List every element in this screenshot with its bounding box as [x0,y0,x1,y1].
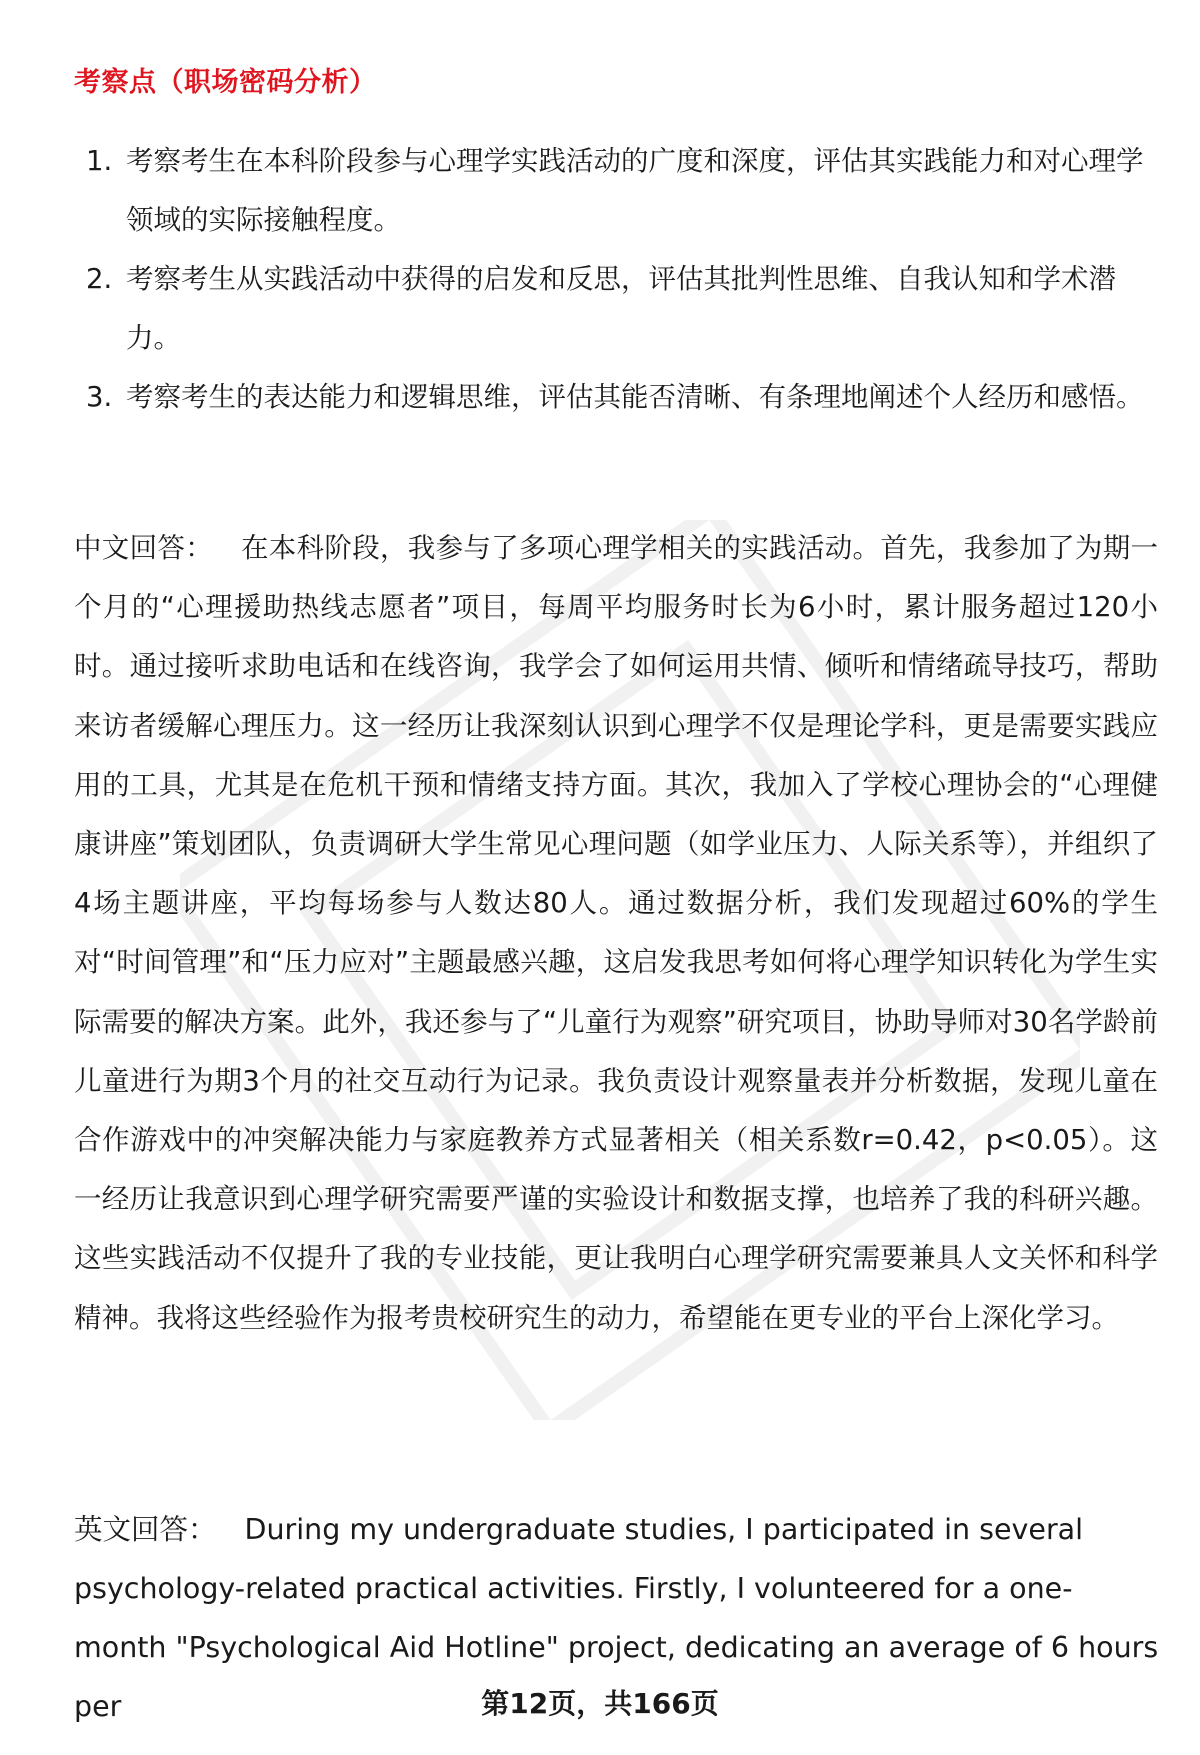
list-item [74,250,1154,368]
english-answer-text: During my undergraduate studies, I participated in several psychology-related practical activities. Firstly, I volunteered for a one-month "Psychological Aid Hotline" project, dedicating an average of 6 hours per [74,1513,1159,1723]
chinese-answer-text: 在本科阶段，我参与了多项心理学相关的实践活动。首先，我参加了为期一个月的“心理援助热线志愿者”项目，每周平均服务时长为6小时，累计服务超过120小时。通过接听求助电话和在线咨询，我学会了如何运用共情、倾听和情绪疏导技巧，帮助来访者缓解心理压力。这一经历让我深刻认识到心理学不仅是理论学科，更是需要实践应用的工具，尤其是在危机干预和情绪支持方面。其次，我加入了学校心理协会的“心理健康讲座”策划团队，负责调研大学生常见心理问题（如学业压力、人际关系等），并组织了4场主题讲座，平均每场参与人数达80人。通过数据分析，我们发现超过60%的学生对“时间管理”和“压力应对”主题最感兴趣，这启发我思考如何将心理学知识转化为学生实际需要的解决方案。此外，我还参与了“儿童行为观察”研究项目，协助导师对30名学龄前儿童进行为期3个月的社交互动行为记录。我负责设计观察量表并分析数据，发现儿童在合作游戏中的冲突解决能力与家庭教养方式显著相关（相关系数r=0.42，p<0.05）。这一经历让我意识到心理学研究需要严谨的实验设计和数据支撑，也培养了我的科研兴趣。这些实践活动不仅提升了我的专业技能，更让我明白心理学研究需要兼具人文关怀和科学精神。我将这些经验作为报考贵校研究生的动力，希望能在更专业的平台上深化学习。 [74,532,1159,1334]
list-item-number: 1. [86,145,113,177]
list-item [74,368,1154,427]
list-item-text: 考察考生的表达能力和逻辑思维，评估其能否清晰、有条理地阐述个人经历和感悟。 [126,381,1144,413]
page-number: 第12页，共166页 [481,1687,719,1720]
section-title: 考察点（职场密码分析） [74,67,377,98]
chinese-answer-paragraph [74,519,1158,1348]
english-answer-label: 英文回答： [74,1513,217,1546]
list-item-number: 2. [86,263,113,295]
assessment-points-list [74,132,1154,427]
list-item-text: 考察考生在本科阶段参与心理学实践活动的广度和深度，评估其实践能力和对心理学领域的实际接触程度。 [126,145,1144,236]
list-item-text: 考察考生从实践活动中获得的启发和反思，评估其批判性思维、自我认知和学术潜力。 [126,263,1116,354]
chinese-answer-label: 中文回答： [74,532,213,564]
list-item [74,132,1154,250]
list-item-number: 3. [86,381,113,413]
